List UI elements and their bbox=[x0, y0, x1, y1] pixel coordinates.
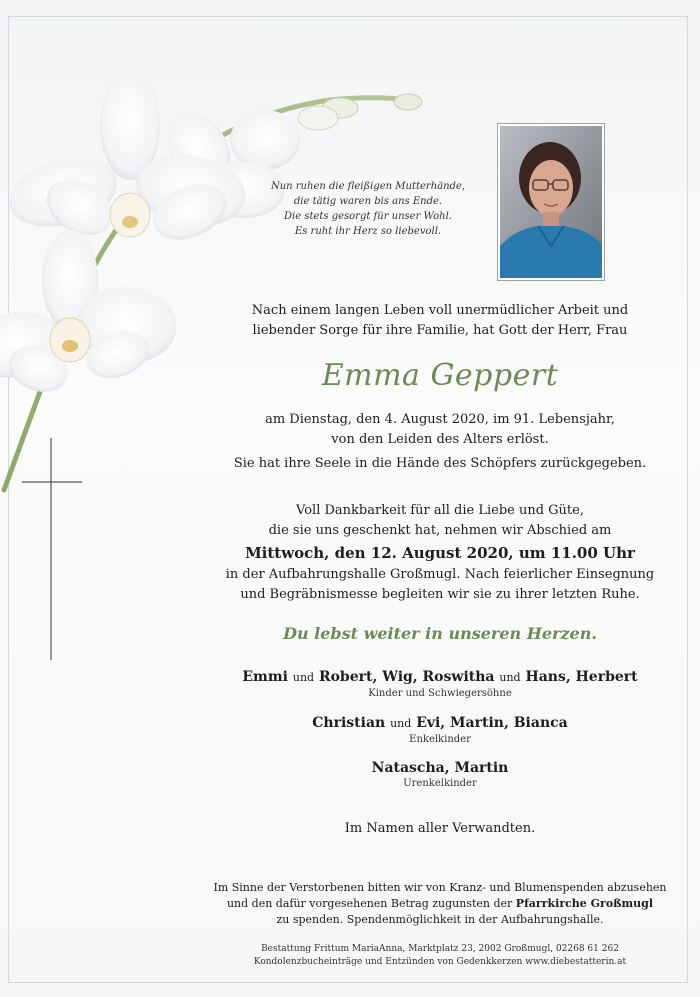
family-name: Emmi bbox=[242, 669, 288, 685]
memorial-verse bbox=[262, 179, 474, 239]
footer-line: Kondolenzbucheinträge und Entzünden von Gedenkkerzen www.diebestatterin.at bbox=[253, 957, 627, 967]
family-name: Christian bbox=[312, 715, 386, 731]
family-relation: Enkelkinder bbox=[409, 734, 471, 745]
family-names bbox=[210, 714, 670, 733]
death-notice bbox=[210, 410, 670, 450]
family-name: Hans, Herbert bbox=[525, 669, 638, 685]
portrait-photo bbox=[497, 123, 605, 281]
deceased-name: Emma Geppert bbox=[321, 358, 559, 393]
verse-line: Die stets gesorgt für unser Wohl. bbox=[284, 211, 452, 222]
request-line: zu spenden. Spendenmöglichkeit in der Aufbahrungshalle. bbox=[276, 913, 604, 926]
family-group-great-grandchildren bbox=[210, 759, 670, 791]
thanks-line: die sie uns geschenkt hat, nehmen wir Abschied am bbox=[268, 523, 612, 538]
family-conjunction: und bbox=[390, 717, 412, 730]
family-names bbox=[210, 759, 670, 777]
family-relation: Urenkelkinder bbox=[403, 778, 477, 789]
family-names bbox=[210, 668, 670, 687]
latin-cross-icon bbox=[22, 438, 82, 660]
request-line: Im Sinne der Verstorbenen bitten wir von Kranz- und Blumenspenden abzusehen bbox=[213, 881, 667, 894]
funeral-place-line: in der Aufbahrungshalle Großmugl. Nach feierlicher Einsegnung bbox=[225, 567, 655, 582]
soul-statement: Sie hat ihre Seele in die Hände des Schöpfers zurückgegeben. bbox=[233, 456, 647, 471]
intro-line: Nach einem langen Leben voll unermüdlicher Arbeit und bbox=[251, 303, 629, 318]
family-conjunction: und bbox=[499, 671, 521, 684]
donation-request bbox=[210, 880, 670, 928]
verse-line: Es ruht ihr Herz so liebevoll. bbox=[294, 226, 442, 237]
family-group-grandchildren bbox=[210, 714, 670, 747]
intro-line: liebender Sorge für ihre Familie, hat Gott der Herr, Frau bbox=[252, 323, 628, 338]
intro-text bbox=[210, 301, 670, 341]
request-line bbox=[210, 896, 670, 912]
verse-line: die tätig waren bis ans Ende. bbox=[293, 196, 443, 207]
family-group-children bbox=[210, 668, 670, 701]
memorial-motto: Du lebst weiter in unseren Herzen. bbox=[283, 624, 597, 643]
death-line: von den Leiden des Alters erlöst. bbox=[331, 432, 549, 447]
verse-line: Nun ruhen die fleißigen Mutterhände, bbox=[270, 181, 466, 192]
funeral-home-footer bbox=[210, 943, 670, 969]
funeral-date: Mittwoch, den 12. August 2020, um 11.00 Uhr bbox=[245, 544, 635, 562]
request-text: und den dafür vorgesehenen Betrag zugunsten der bbox=[226, 897, 516, 910]
funeral-place-line: und Begräbnismesse begleiten wir sie zu ihrer letzten Ruhe. bbox=[240, 587, 640, 602]
family-conjunction: und bbox=[292, 671, 315, 684]
family-name: Natascha, Martin bbox=[371, 760, 509, 776]
footer-line: Bestattung Frittum MariaAnna, Marktplatz 23, 2002 Großmugl, 02268 61 262 bbox=[261, 944, 619, 954]
family-name: Evi, Martin, Bianca bbox=[416, 715, 568, 731]
family-relation: Kinder und Schwiegersöhne bbox=[368, 688, 512, 699]
funeral-announcement bbox=[210, 501, 670, 605]
death-line: am Dienstag, den 4. August 2020, im 91. Lebensjahr, bbox=[265, 412, 615, 427]
family-name: Robert, Wig, Roswitha bbox=[318, 669, 495, 685]
beneficiary-name: Pfarrkirche Großmugl bbox=[515, 897, 654, 910]
relatives-note: Im Namen aller Verwandten. bbox=[344, 821, 536, 836]
thanks-line: Voll Dankbarkeit für all die Liebe und Güte, bbox=[296, 503, 584, 518]
